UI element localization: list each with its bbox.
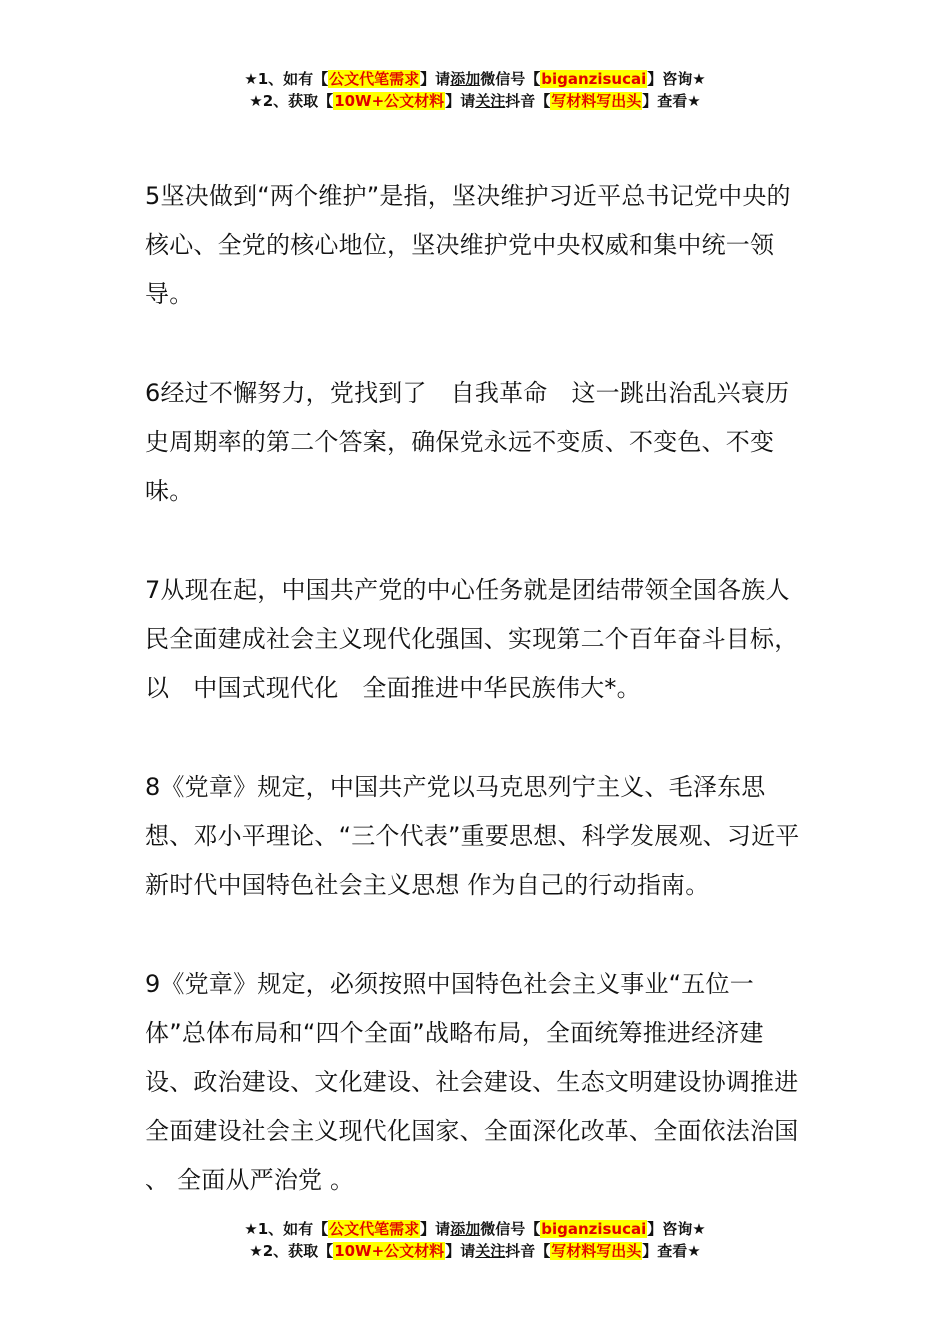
banner-line-1: ★1、如有【公文代笔需求】请添加微信号【biganzisucai】咨询★	[244, 70, 706, 88]
fill-answer: 中国式现代化	[193, 674, 339, 702]
header-banner	[0, 68, 950, 112]
banner-highlight: 写材料写出头	[551, 1242, 642, 1260]
banner-highlight: 10W+公文材料	[334, 92, 445, 110]
item-5: 5坚决做到“两个维护”是指，坚决维护习近平总书记党中央的核心、全党的核心地位，坚决维护党中央权威和集中统一领导。	[145, 182, 791, 308]
banner-highlight: 写材料写出头	[551, 92, 642, 110]
banner-highlight: 公文代笔需求	[329, 1220, 420, 1238]
banner-highlight: 10W+公文材料	[334, 1242, 445, 1260]
item-7: 7从现在起，中国共产党的中心任务就是团结带领全国各族人民全面建成社会主义现代化强国、实现第二个百年奋斗目标，以 中国式现代化 全面推进中华民族伟大*。	[145, 576, 799, 702]
item-9: 9《党章》规定，必须按照中国特色社会主义事业“五位一体”总体布局和“四个全面”战略布局，全面统筹推进经济建设、政治建设、文化建设、社会建设、生态文明建设协调推进全面建设社会主义现代化国家、全面深化改革、全面依法治国 、 全面从严治党 。	[145, 970, 799, 1194]
banner-highlight: 公文代笔需求	[329, 70, 420, 88]
footer-banner	[0, 1218, 950, 1262]
banner-line-2: ★2、获取【10W+公文材料】请关注抖音【写材料写出头】查看★	[249, 92, 701, 110]
item-8: 8《党章》规定，中国共产党以马克思列宁主义、毛泽东思想、邓小平理论、“三个代表”重要思想、科学发展观、习近平新时代中国特色社会主义思想 作为自己的行动指南。	[145, 773, 800, 899]
fill-answer: 自我革命	[450, 379, 548, 407]
item-6: 6经过不懈努力，党找到了 自我革命 这一跳出治乱兴衰历史周期率的第二个答案，确保党永远不变质、不变色、不变味。	[145, 379, 790, 505]
banner-highlight: biganzisucai	[541, 70, 647, 88]
banner-line-2: ★2、获取【10W+公文材料】请关注抖音【写材料写出头】查看★	[249, 1242, 701, 1260]
banner-highlight: biganzisucai	[541, 1220, 647, 1238]
document-body	[145, 172, 810, 1255]
banner-line-1: ★1、如有【公文代笔需求】请添加微信号【biganzisucai】咨询★	[244, 1220, 706, 1238]
